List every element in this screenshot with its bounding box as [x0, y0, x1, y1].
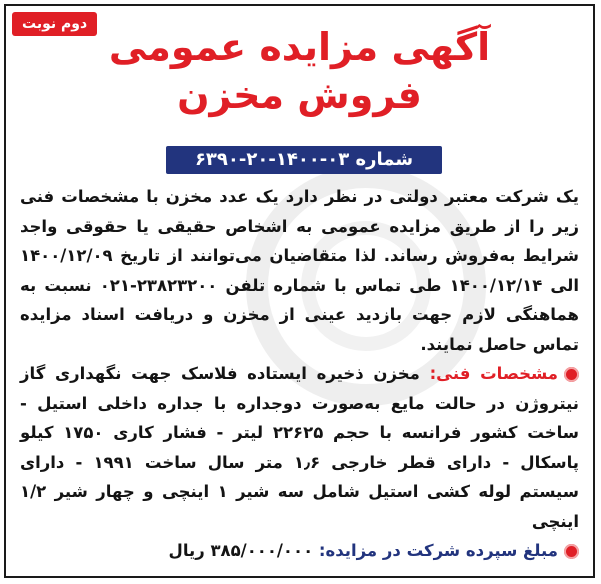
specs-paragraph [20, 359, 579, 536]
deposit-paragraph [20, 536, 579, 566]
intro-paragraph: یک شرکت معتبر دولتی در نظر دارد یک عدد مخزن با مشخصات فنی زیر را از طریق مزایده عمومی به اشخاص حقیقی یا حقوقی واجد شرایط به‌فروش رساند. لذا متقاضیان می‌توانند از تاریخ ۱۴۰۰/۱۲/۰۹ الی ۱۴۰۰/۱۲/۱۴ طی تماس با شماره تلفن ۲۳۸۲۳۲۰۰-۰۲۱ نسبت به هماهنگی لازم جهت بازدید عینی از مخزن و دریافت اسناد مزایده تماس حاصل نمایند. [20, 187, 579, 354]
deposit-label: مبلغ سپرده شرکت در مزایده: [318, 541, 558, 560]
bullet-icon [564, 367, 579, 382]
turn-badge: دوم نوبت [12, 12, 97, 36]
ad-body [20, 182, 579, 566]
ad-title: آگهی مزایده عمومی [108, 25, 491, 69]
specs-label: مشخصات فنی: [429, 364, 558, 383]
specs-text: مخزن ذخیره ایستاده فلاسک جهت نگهداری گاز نیتروژن در حالت مایع به‌صورت دوجداره با جداره داخلی استیل - ساخت کشور فرانسه با حجم ۲۲۶۲۵ لیتر - فشار کاری ۱۷۵۰ کیلو پاسکال - دارای قطر خارجی ۱٫۶ متر سال ساخت ۱۹۹۱ - دارای سیستم لوله کشی استیل شامل سه شیر ۱ اینچی و چهار شیر ۱/۲ اینچی [20, 364, 580, 531]
bullet-icon [564, 544, 579, 559]
ad-frame [4, 4, 595, 578]
ad-subtitle: فروش مخزن [177, 73, 422, 117]
auction-number: شماره ۰۳-۱۴۰۰-۲۰-۶۳۹۰ [166, 146, 442, 174]
deposit-value: ۳۸۵/۰۰۰/۰۰۰ ریال [168, 541, 314, 560]
